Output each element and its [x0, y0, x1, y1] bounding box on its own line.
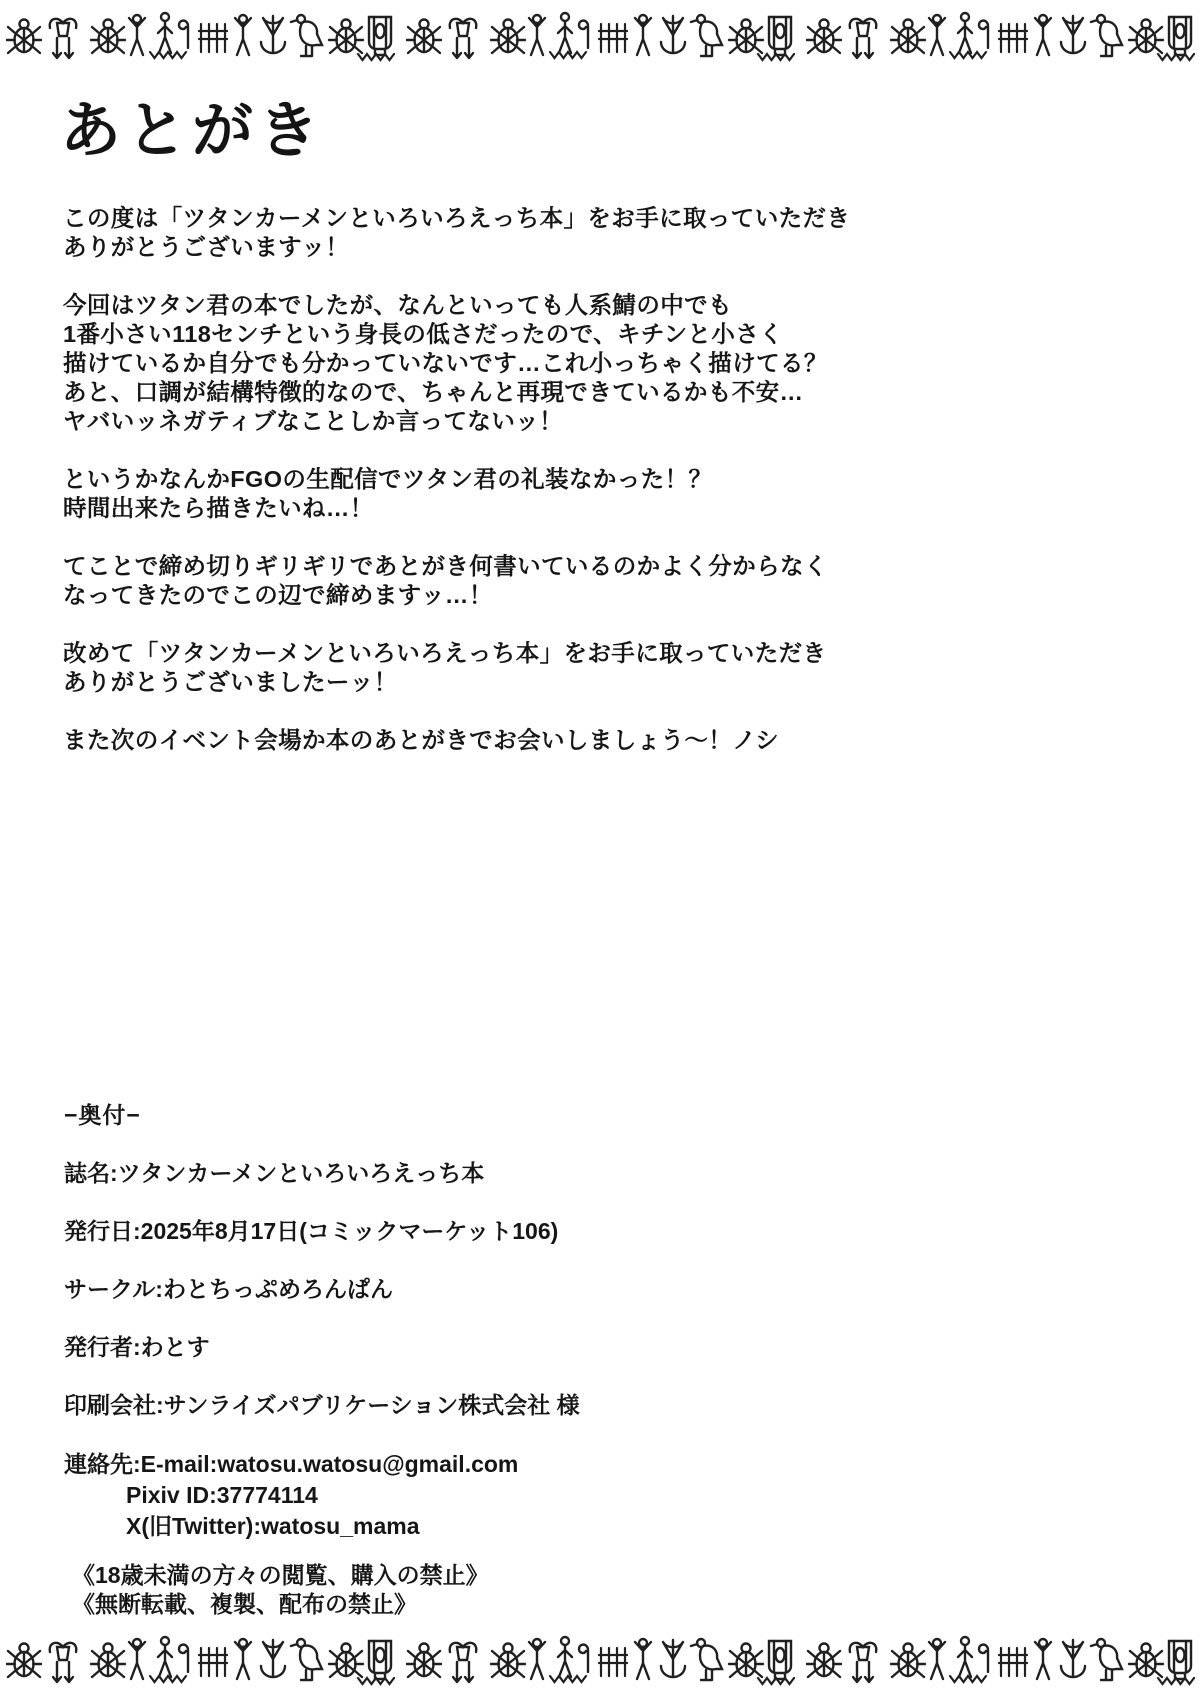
colophon-contact-line: 連絡先:E-mail:watosu.watosu@gmail.com: [64, 1451, 519, 1477]
afterword-line: 描けているか自分でも分かっていないです…これ小っちゃく描けてる？: [63, 350, 828, 376]
afterword-paragraph: [63, 465, 1143, 523]
afterword-paragraph: [63, 726, 1143, 755]
afterword-line: てことで締め切りギリギリであとがき何書いているのかよく分からなく: [63, 553, 828, 579]
colophon-header: −奥付−: [64, 1102, 141, 1128]
afterword-line: ヤバいッネガティブなことしか言ってないッ！: [63, 408, 564, 434]
colophon: [64, 1101, 1144, 1619]
colophon-contact-line: Pixiv ID:37774114: [126, 1482, 318, 1508]
afterword-paragraph: [63, 552, 1143, 610]
afterword-line: あと、口調が結構特徴的なので、ちゃんと再現できているかも不安…: [63, 379, 804, 405]
afterword-line: 今回はツタン君の本でしたが、なんといっても人系鯖の中でも: [63, 292, 732, 318]
afterword-line: ありがとうございましたーッ！: [63, 669, 398, 695]
colophon-entry: 誌名:ツタンカーメンといろいろえっち本: [64, 1160, 485, 1186]
colophon-notice: 《無断転載、複製、配布の禁止》: [72, 1591, 417, 1617]
colophon-contact-line: X(旧Twitter):watosu_mama: [126, 1513, 420, 1539]
afterword-line: 時間出来たら描きたいね…！: [63, 495, 374, 521]
page-title: あとがき: [60, 96, 325, 164]
afterword-paragraph: [63, 291, 1143, 436]
colophon-entry: サークル:わとちっぷめろんぱん: [64, 1276, 393, 1302]
colophon-notice: 《18歳未満の方々の閲覧、購入の禁止》: [72, 1562, 489, 1588]
afterword-paragraph: [63, 639, 1143, 697]
colophon-entries: [64, 1159, 1144, 1419]
colophon-contact: [64, 1449, 1144, 1542]
colophon-entry: 発行者:わとす: [64, 1334, 210, 1360]
afterword-body: [63, 204, 1143, 784]
hieroglyph-border-bottom-icon: [0, 1632, 1200, 1688]
colophon-notices: [72, 1561, 1144, 1619]
colophon-entry: 印刷会社:サンライズパブリケーション株式会社 様: [64, 1392, 580, 1418]
colophon-entry: 発行日:2025年8月17日(コミックマーケット106): [64, 1218, 559, 1244]
afterword-line: なってきたのでこの辺で締めますッ…！: [63, 582, 493, 608]
hieroglyph-border-top-icon: [0, 8, 1200, 64]
afterword-line: 1番小さい118センチという身長の低さだったので、キチンと小さく: [63, 321, 784, 347]
afterword-line: また次のイベント会場か本のあとがきでお会いしましょう〜！ノシ: [63, 727, 780, 753]
afterword-line: この度は「ツタンカーメンといろいろえっち本」をお手に取っていただき: [63, 205, 851, 231]
afterword-paragraph: [63, 204, 1143, 262]
afterword-line: ありがとうございますッ！: [63, 234, 350, 260]
afterword-line: 改めて「ツタンカーメンといろいろえっち本」をお手に取っていただき: [63, 640, 827, 666]
afterword-line: というかなんかFGOの生配信でツタン君の礼装なかった！？: [63, 466, 713, 492]
